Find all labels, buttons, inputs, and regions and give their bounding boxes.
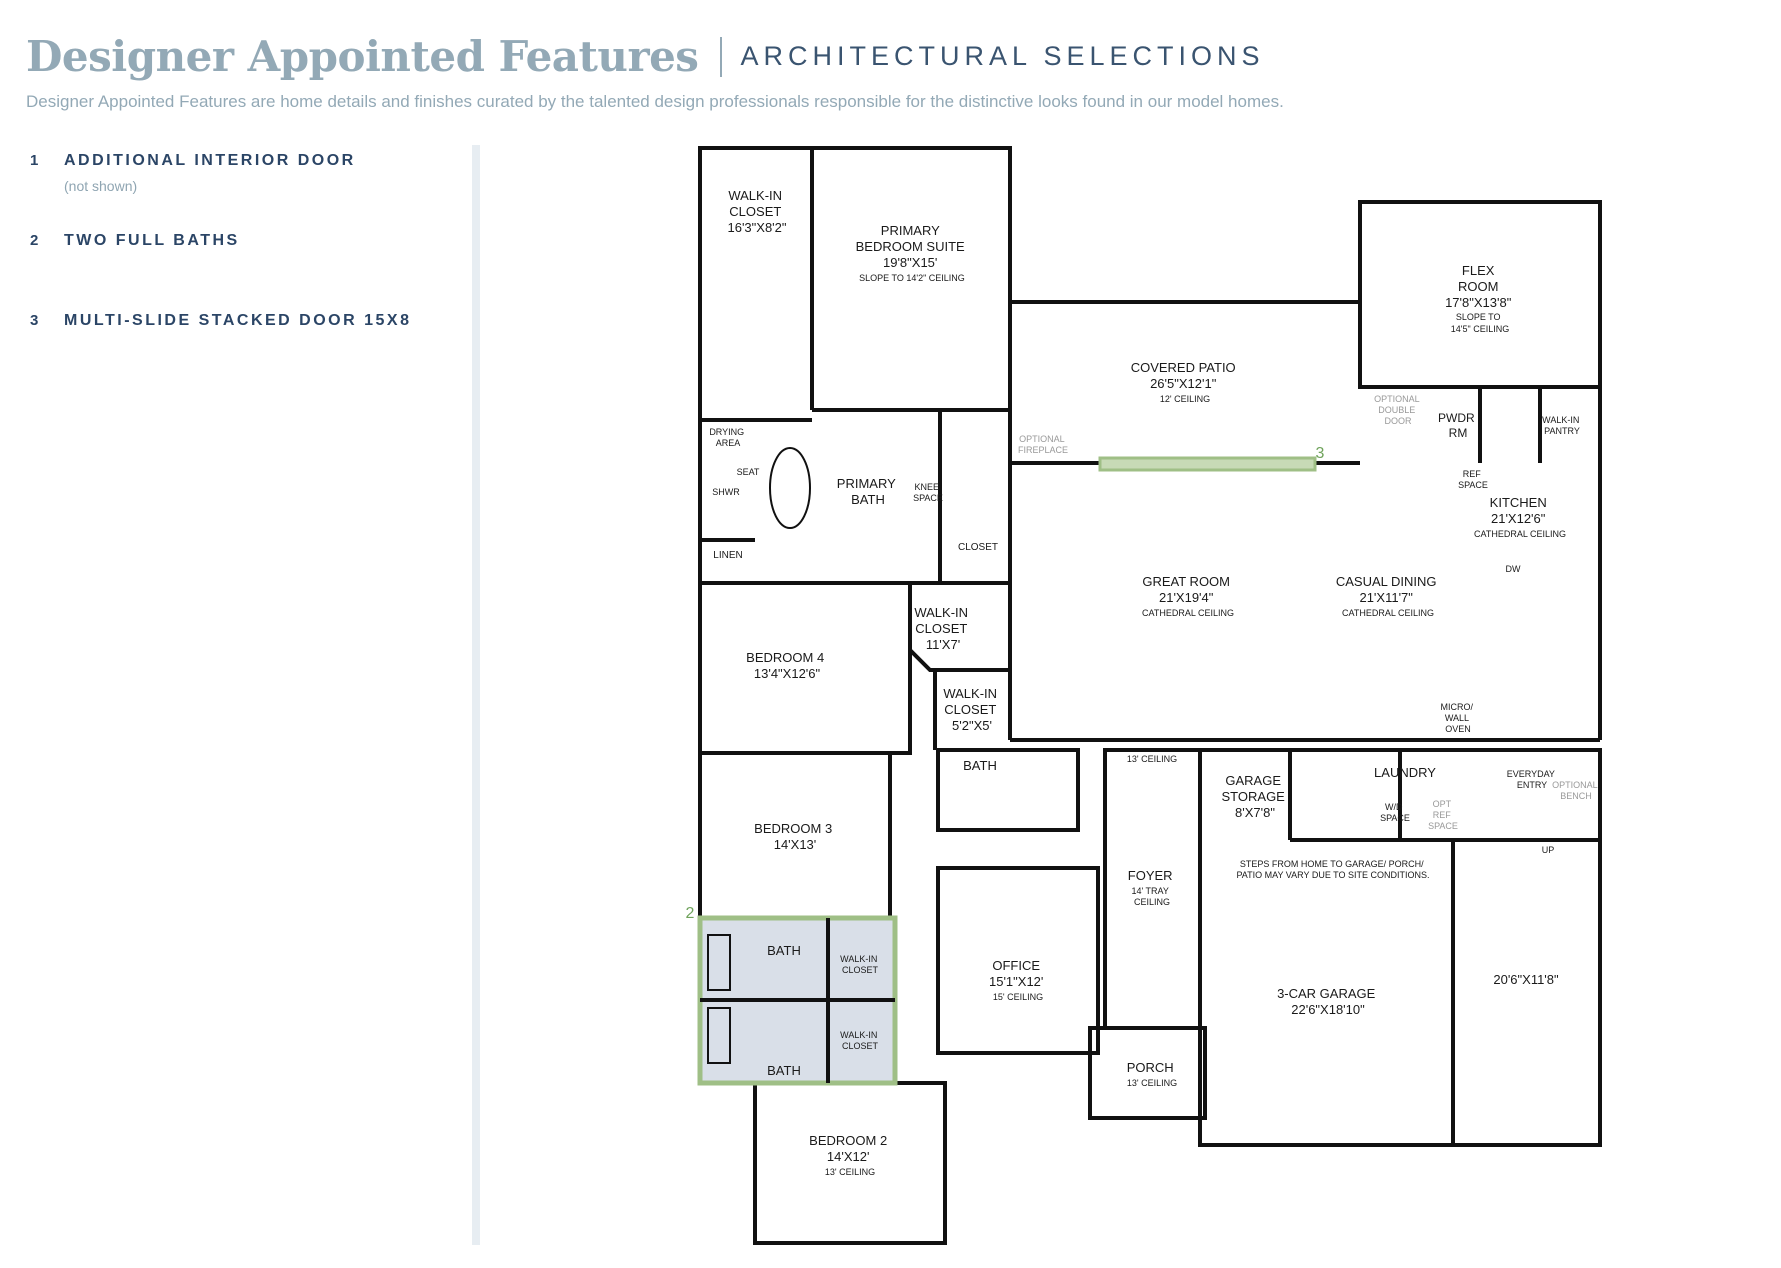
feature-item — [30, 150, 430, 230]
label-everyday-entry: EVERYDAY ENTRY — [1506, 769, 1555, 790]
room-flex: FLEX ROOM 17'8"X13'8" SLOPE TO 14'5" CEILING — [1445, 263, 1512, 334]
room-casual-dining: CASUAL DINING 21'X11'7" CATHEDRAL CEILING — [1335, 574, 1437, 618]
title-divider — [720, 37, 722, 77]
room-laundry: LAUNDRY — [1374, 765, 1436, 780]
room-pantry: WALK-IN PANTRY — [1542, 415, 1580, 436]
column-divider — [472, 145, 480, 1245]
page-title: Designer Appointed Features — [26, 32, 699, 81]
room-bath-b: BATH — [767, 1063, 801, 1078]
label-up: UP — [1541, 845, 1555, 855]
label-knee-space: KNEE SPACE — [913, 482, 943, 503]
garage-steps-note: STEPS FROM HOME TO GARAGE/ PORCH/ PATIO MAY VARY DUE TO SITE CONDITIONS. — [1236, 859, 1430, 880]
room-primary-bath: PRIMARY BATH — [836, 476, 896, 507]
intro-text: Designer Appointed Features are home details and finishes curated by the talented design professionals responsible for the distinctive looks found in our model homes. — [26, 92, 1284, 111]
marker-bath: 2 — [685, 905, 695, 922]
label-opt-ref-space: OPT REF SPACE — [1428, 799, 1458, 831]
room-walkin-closet-2: WALK-IN CLOSET 11'X7' — [914, 605, 969, 652]
room-garage-storage: GARAGE STORAGE 8'X7'8" — [1221, 773, 1285, 820]
feature-number: 2 — [30, 232, 39, 249]
room-walkin-closet-primary: WALK-IN CLOSET 16'3"X8'2" — [727, 188, 787, 235]
label-seat: SEAT — [736, 467, 760, 477]
label-closet: CLOSET — [957, 542, 999, 553]
feature-label: ADDITIONAL INTERIOR DOOR — [64, 152, 356, 169]
feature-label: TWO FULL BATHS — [64, 232, 240, 249]
label-shower: SHWR — [712, 487, 740, 497]
label-ref-space: REF SPACE — [1458, 469, 1488, 490]
room-garage-bay: 20'6"X11'8" — [1493, 972, 1559, 987]
tub-icon — [770, 448, 810, 528]
feature-note: (not shown) — [64, 178, 138, 194]
room-walkin-closet-a: WALK-IN CLOSET — [840, 954, 879, 975]
section-title: ARCHITECTURAL SELECTIONS — [740, 41, 1265, 71]
room-bath-hall: BATH — [963, 758, 997, 773]
marker-door: 3 — [1315, 445, 1325, 462]
room-garage-3-car: 3-CAR GARAGE 22'6"X18'10" — [1277, 986, 1376, 1017]
room-primary-suite: PRIMARY BEDROOM SUITE 19'8"X15' SLOPE TO 14'2" CEILING — [855, 223, 965, 283]
feature-item — [30, 310, 430, 390]
label-optional-bench: OPTIONAL BENCH — [1552, 780, 1598, 801]
label-micro-oven: MICRO/ WALL OVEN — [1440, 702, 1473, 734]
label-dishwasher: DW — [1505, 564, 1521, 574]
feature-label: MULTI-SLIDE STACKED DOOR 15X8 — [64, 312, 412, 329]
feature-number: 1 — [30, 152, 39, 169]
label-wd-space: W/D SPACE — [1380, 802, 1410, 823]
header — [26, 32, 1265, 81]
room-optional-fireplace: OPTIONAL FIREPLACE — [1017, 434, 1069, 455]
room-bedroom-3: BEDROOM 3 14'X13' — [754, 821, 833, 852]
floor-plan — [680, 140, 1620, 1250]
room-walkin-closet-b: WALK-IN CLOSET — [840, 1030, 879, 1051]
room-bedroom-4: BEDROOM 4 13'4"X12'6" — [746, 650, 825, 681]
stacked-door-highlight — [1100, 458, 1315, 470]
highlights — [700, 458, 1315, 1083]
room-covered-patio: COVERED PATIO 26'5"X12'1" 12' CEILING — [1130, 360, 1236, 404]
room-powder: PWDR RM — [1437, 411, 1475, 440]
room-office: OFFICE 15'1"X12' 15' CEILING — [988, 958, 1044, 1002]
feature-number: 3 — [30, 312, 39, 329]
room-foyer: FOYER 14' TRAY CEILING — [1127, 868, 1173, 907]
feature-list — [30, 150, 430, 390]
label-foyer-ceiling: 13' CEILING — [1126, 754, 1178, 764]
room-bath-a: BATH — [767, 943, 801, 958]
room-kitchen: KITCHEN 21'X12'6" CATHEDRAL CEILING — [1473, 495, 1567, 539]
room-great-room: GREAT ROOM 21'X19'4" CATHEDRAL CEILING — [1141, 574, 1235, 618]
room-porch: PORCH 13' CEILING — [1126, 1060, 1178, 1088]
room-drying-area: DRYING AREA — [709, 427, 745, 448]
label-linen: LINEN — [713, 550, 743, 561]
feature-item — [30, 230, 430, 310]
room-walkin-closet-3: WALK-IN CLOSET 5'2"X5' — [943, 686, 998, 733]
room-optional-door: OPTIONAL DOUBLE DOOR — [1374, 394, 1420, 426]
room-bedroom-2: BEDROOM 2 14'X12' 13' CEILING — [809, 1133, 888, 1177]
